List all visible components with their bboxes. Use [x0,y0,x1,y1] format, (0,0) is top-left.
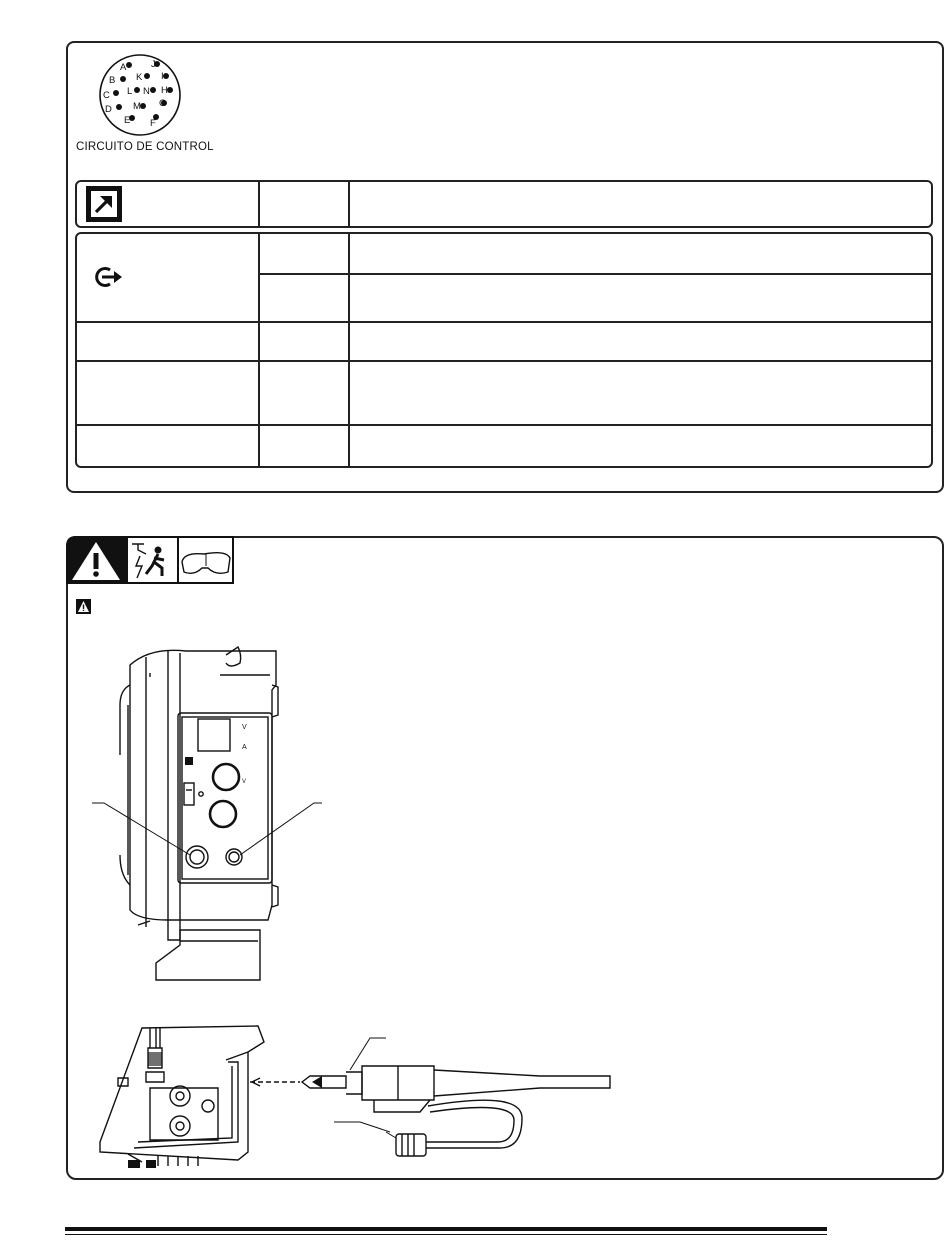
pin-label-a: A [120,62,127,73]
safety-icon-strip [66,536,234,586]
pin-label-k: K [136,72,143,83]
pin-label-b: B [109,75,116,86]
table-rows-contactor [75,232,933,468]
pin-label-h: H [161,85,168,96]
connector-caption: CIRCUITO DE CONTROL [76,141,214,153]
electric-shock-icon [128,538,177,582]
svg-text:V: V [242,779,247,785]
welding-gun-drawing [250,1030,620,1160]
pin-label-m: M [133,101,141,112]
remote-output-icon [85,185,123,223]
pin-label-f: F [150,118,156,129]
pin-label-d: D [105,104,112,115]
small-warning-icon [76,599,91,614]
svg-text:A: A [242,744,247,751]
safety-glasses-icon [179,538,232,582]
pin-label-n: N [143,86,150,97]
table-row-remote [75,180,933,228]
control-circuit-connector-diagram [95,52,185,138]
pin-label-g: G [159,98,167,109]
pin-label-j: J [151,59,156,70]
svg-text:V: V [242,724,247,731]
pin-label-e: E [124,115,131,126]
footer-thin-rule [65,1234,827,1235]
footer-thick-rule [65,1227,827,1231]
pin-label-l: L [127,86,133,97]
contactor-output-icon [92,264,130,290]
pin-label-c: C [103,90,110,101]
welder-front-panel-drawing [90,645,330,985]
pin-label-i: I [161,71,164,82]
